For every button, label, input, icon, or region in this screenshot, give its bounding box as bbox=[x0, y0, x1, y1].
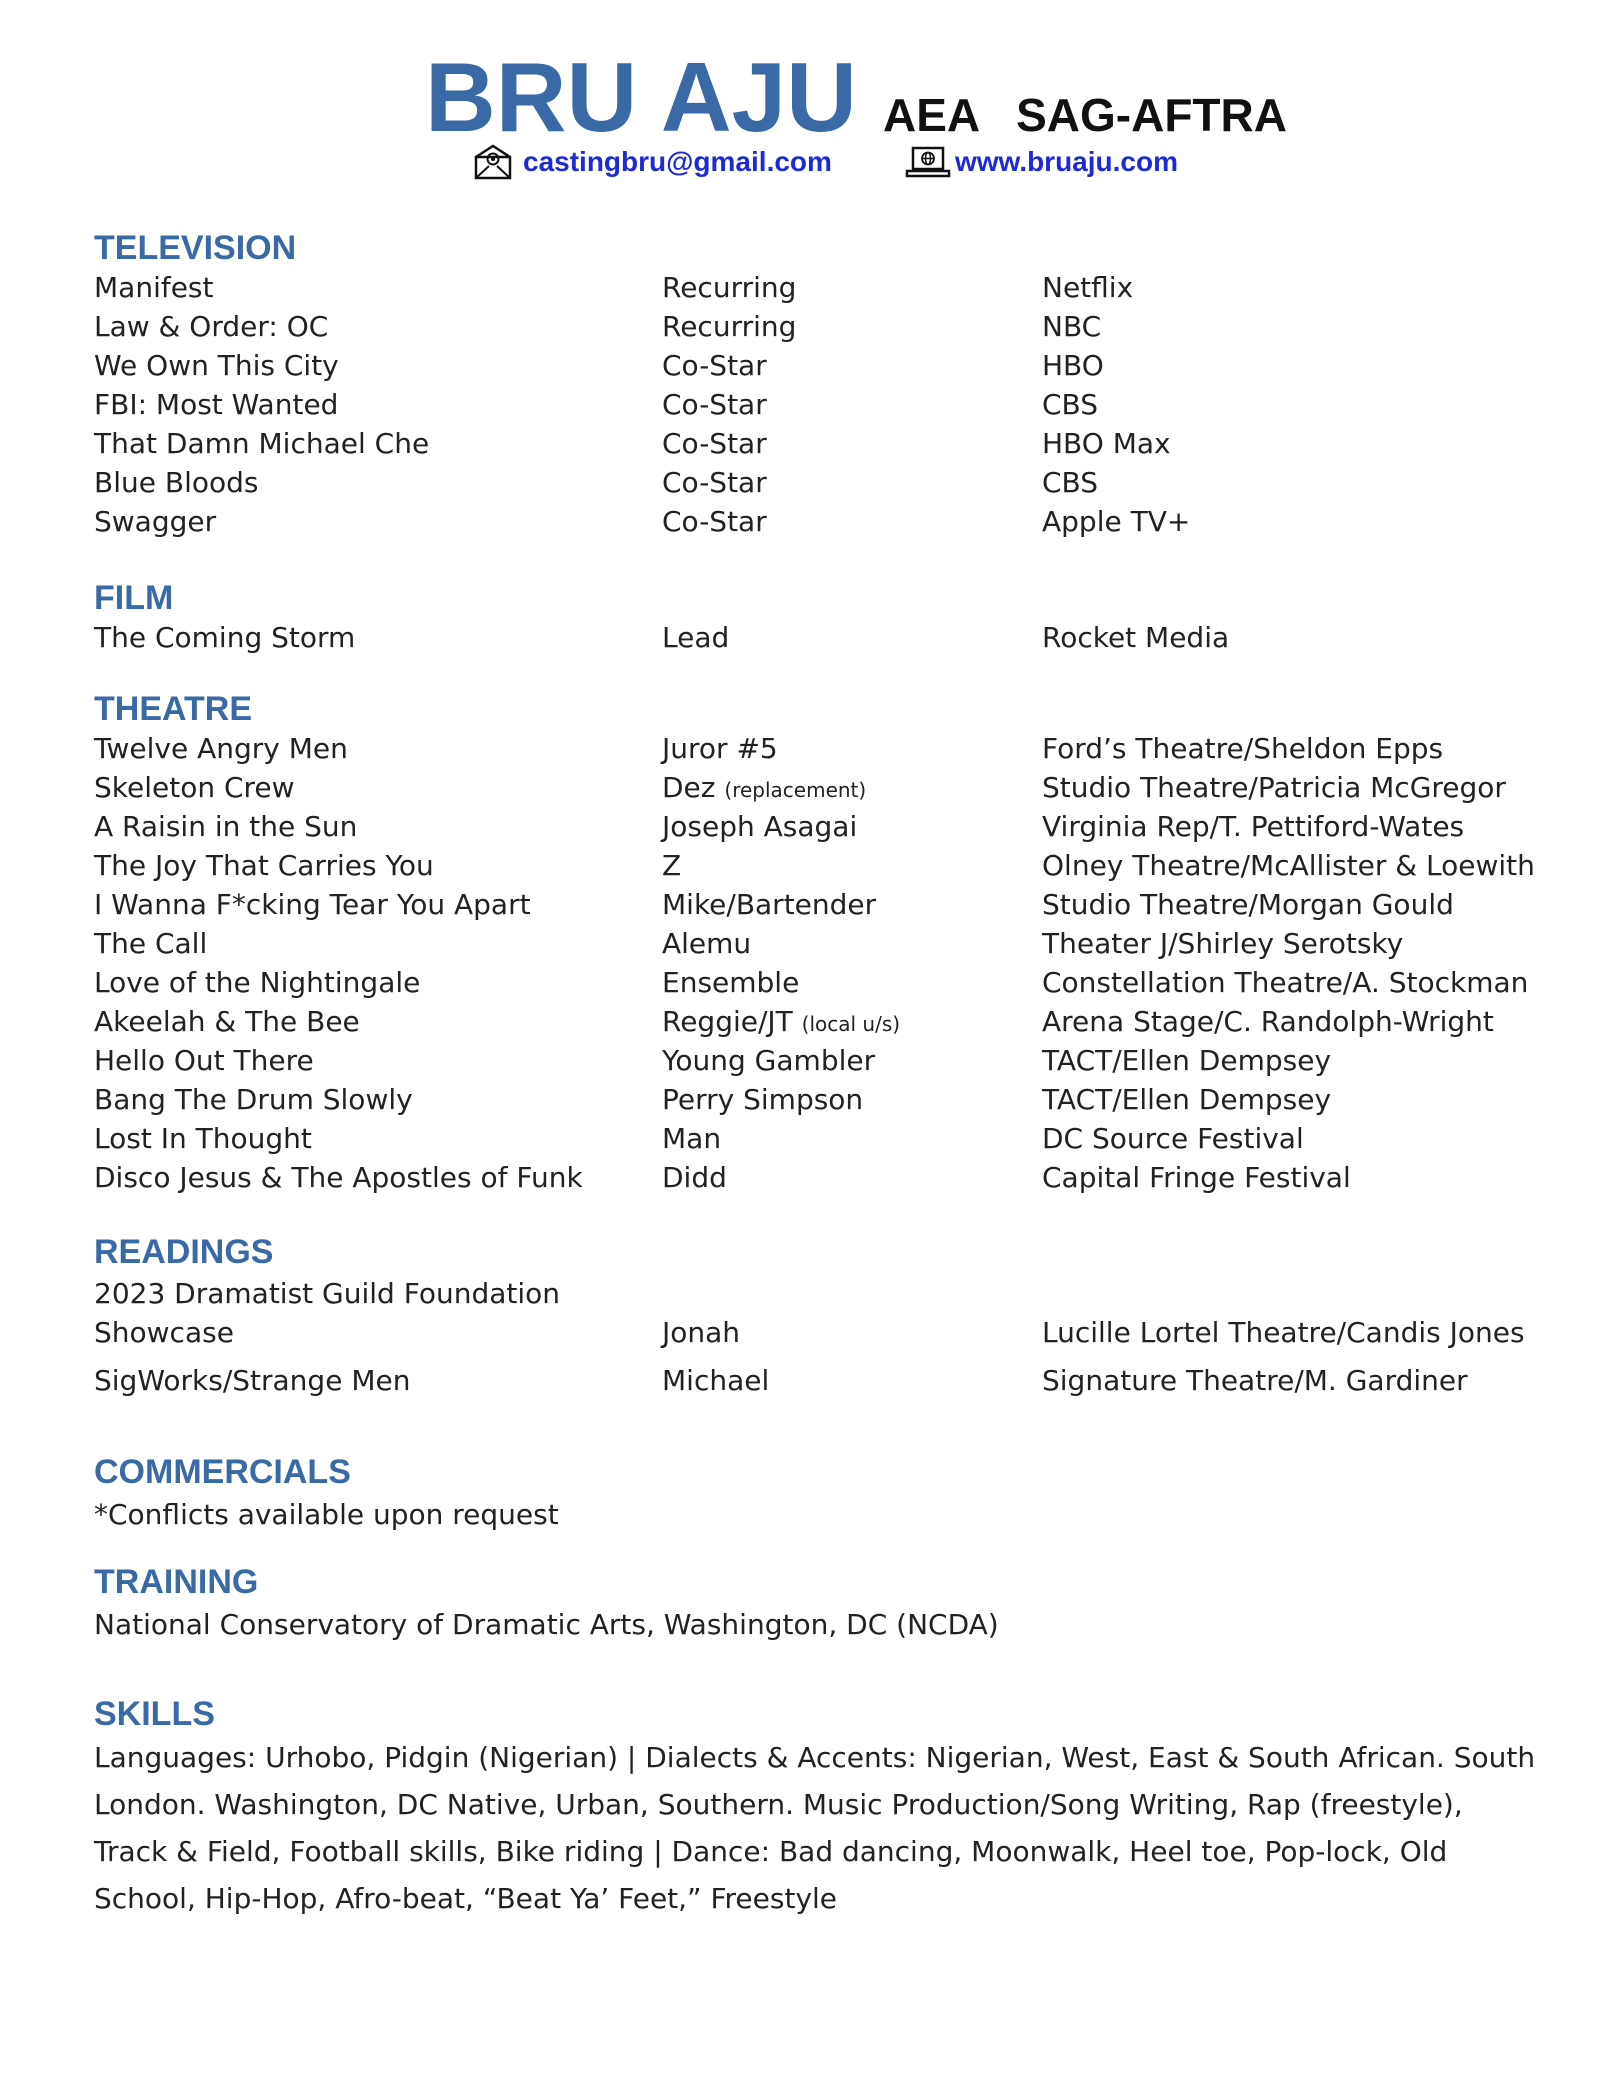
credit-role bbox=[662, 729, 1042, 768]
credit-role bbox=[662, 1080, 1042, 1119]
credit-row bbox=[94, 1158, 1544, 1197]
credit-venue: TACT/Ellen Dempsey bbox=[1042, 1044, 1332, 1077]
credit-venue: Studio Theatre/Patricia McGregor bbox=[1042, 771, 1506, 804]
credit-title: The Joy That Carries You bbox=[94, 849, 434, 882]
credit-role-text: Ensemble bbox=[662, 966, 800, 999]
credit-title: Showcase bbox=[94, 1316, 234, 1349]
credit-row bbox=[94, 1041, 1544, 1080]
credit-role: Jonah bbox=[662, 1316, 741, 1349]
credit-venue: Virginia Rep/T. Pettiford-Wates bbox=[1042, 810, 1465, 843]
credit-row bbox=[94, 307, 1544, 346]
credit-row bbox=[94, 346, 1544, 385]
credit-role-text: Joseph Asagai bbox=[662, 810, 858, 843]
skills-text: Languages: Urhobo, Pidgin (Nigerian) | Dialects & Accents: Nigerian, West, East & South African. South London. Washington, DC Native, Urban, Southern. Music Production/Song Writing, Rap (freestyle), Track & Field, Football skills, Bike riding | Dance: Bad dancing, Moonwalk, Heel toe, Pop-lock, Old School, Hip-Hop, Afro-beat, “Beat Ya’ Feet,” Freestyle bbox=[94, 1741, 1536, 1915]
credit-title: Blue Bloods bbox=[94, 466, 259, 499]
union-sag-aftra: SAG-AFTRA bbox=[1016, 89, 1287, 141]
credit-venue: NBC bbox=[1042, 310, 1102, 343]
credit-role-text: Dez bbox=[662, 771, 725, 804]
credit-role bbox=[662, 807, 1042, 846]
credit-title: Lost In Thought bbox=[94, 1122, 312, 1155]
credit-role bbox=[662, 768, 1042, 807]
email-contact bbox=[473, 144, 832, 180]
credit-role: Michael bbox=[662, 1364, 770, 1397]
credit-venue: Theater J/Shirley Serotsky bbox=[1042, 927, 1404, 960]
credit-venue: Netflix bbox=[1042, 271, 1134, 304]
credit-row bbox=[94, 846, 1544, 885]
credit-title: Law & Order: OC bbox=[94, 310, 329, 343]
credit-role-note: (replacement) bbox=[724, 778, 867, 802]
credit-role: Recurring bbox=[662, 271, 797, 304]
credit-title: Swagger bbox=[94, 505, 217, 538]
film-heading: FILM bbox=[94, 579, 174, 617]
credit-role-text: Alemu bbox=[662, 927, 752, 960]
television-list bbox=[94, 268, 1544, 541]
credit-role-text: Mike/Bartender bbox=[662, 888, 877, 921]
credit-role-text: Reggie/JT bbox=[662, 1005, 802, 1038]
laptop-icon bbox=[905, 144, 945, 180]
credit-role bbox=[662, 1119, 1042, 1158]
credit-row bbox=[94, 1002, 1544, 1041]
credit-venue: CBS bbox=[1042, 466, 1099, 499]
readings-heading: READINGS bbox=[94, 1233, 274, 1271]
readings-list bbox=[94, 1313, 1544, 1400]
website-contact bbox=[905, 144, 1178, 180]
credit-role-text: Young Gambler bbox=[662, 1044, 876, 1077]
credit-role: Co-Star bbox=[662, 427, 767, 460]
credit-venue: TACT/Ellen Dempsey bbox=[1042, 1083, 1332, 1116]
credit-role bbox=[662, 1002, 1042, 1041]
credit-venue: Rocket Media bbox=[1042, 621, 1230, 654]
credit-title: The Coming Storm bbox=[94, 621, 356, 654]
credit-row bbox=[94, 1361, 1544, 1400]
credit-role: Co-Star bbox=[662, 505, 767, 538]
credit-venue: Arena Stage/C. Randolph-Wright bbox=[1042, 1005, 1494, 1038]
credit-row bbox=[94, 618, 1544, 657]
credit-role-text: Perry Simpson bbox=[662, 1083, 864, 1116]
credit-row bbox=[94, 807, 1544, 846]
training-section bbox=[94, 1562, 1544, 1644]
credit-title: That Damn Michael Che bbox=[94, 427, 430, 460]
credit-title: Disco Jesus & The Apostles of Funk bbox=[94, 1161, 583, 1194]
envelope-icon bbox=[473, 144, 513, 180]
theatre-heading: THEATRE bbox=[94, 690, 253, 728]
credit-role: Co-Star bbox=[662, 388, 767, 421]
credit-role: Co-Star bbox=[662, 349, 767, 382]
credit-role bbox=[662, 1158, 1042, 1197]
credit-title: Skeleton Crew bbox=[94, 771, 295, 804]
credit-venue: HBO Max bbox=[1042, 427, 1171, 460]
credit-row bbox=[94, 1080, 1544, 1119]
training-text: National Conservatory of Dramatic Arts, Washington, DC (NCDA) bbox=[94, 1608, 999, 1641]
credit-venue: Signature Theatre/M. Gardiner bbox=[1042, 1364, 1468, 1397]
credit-row bbox=[94, 1119, 1544, 1158]
credit-title: Akeelah & The Bee bbox=[94, 1005, 360, 1038]
credit-title: I Wanna F*cking Tear You Apart bbox=[94, 888, 531, 921]
credit-venue: Ford’s Theatre/Sheldon Epps bbox=[1042, 732, 1444, 765]
credit-venue: Olney Theatre/McAllister & Loewith bbox=[1042, 849, 1535, 882]
email-link[interactable]: castingbru@gmail.com bbox=[523, 146, 832, 177]
television-heading: TELEVISION bbox=[94, 229, 297, 267]
actor-name: BRU AJU bbox=[425, 42, 857, 152]
credit-role-text: Man bbox=[662, 1122, 722, 1155]
credit-row bbox=[94, 385, 1544, 424]
credit-title: Hello Out There bbox=[94, 1044, 314, 1077]
credit-role: Lead bbox=[662, 621, 730, 654]
name-line bbox=[425, 42, 1287, 152]
credit-row bbox=[94, 1313, 1544, 1352]
film-section bbox=[94, 578, 1544, 657]
credit-title: FBI: Most Wanted bbox=[94, 388, 339, 421]
credit-role-note: (local u/s) bbox=[801, 1012, 901, 1036]
credit-title: Manifest bbox=[94, 271, 214, 304]
credit-row bbox=[94, 463, 1544, 502]
credit-role: Recurring bbox=[662, 310, 797, 343]
credit-role-text: Z bbox=[662, 849, 682, 882]
credit-venue: Capital Fringe Festival bbox=[1042, 1161, 1351, 1194]
theatre-list bbox=[94, 729, 1544, 1197]
credit-row bbox=[94, 424, 1544, 463]
credit-role-text: Juror #5 bbox=[662, 732, 778, 765]
credit-role bbox=[662, 924, 1042, 963]
credit-title: Bang The Drum Slowly bbox=[94, 1083, 413, 1116]
skills-heading: SKILLS bbox=[94, 1695, 215, 1733]
credit-title: Love of the Nightingale bbox=[94, 966, 421, 999]
credit-role bbox=[662, 1041, 1042, 1080]
film-list bbox=[94, 618, 1544, 657]
credit-row bbox=[94, 729, 1544, 768]
credit-venue: Lucille Lortel Theatre/Candis Jones bbox=[1042, 1316, 1525, 1349]
union-aea: AEA bbox=[882, 89, 981, 141]
credit-row bbox=[94, 502, 1544, 541]
credit-row bbox=[94, 885, 1544, 924]
credit-title: Twelve Angry Men bbox=[94, 732, 348, 765]
credit-row bbox=[94, 768, 1544, 807]
credit-role bbox=[662, 885, 1042, 924]
credit-role bbox=[662, 846, 1042, 885]
credit-role-text: Didd bbox=[662, 1161, 727, 1194]
credit-venue: HBO bbox=[1042, 349, 1104, 382]
commercials-section bbox=[94, 1452, 1544, 1534]
credit-venue: Apple TV+ bbox=[1042, 505, 1191, 538]
credit-row bbox=[94, 268, 1544, 307]
credit-role bbox=[662, 963, 1042, 1002]
credit-venue: CBS bbox=[1042, 388, 1099, 421]
credit-venue: Constellation Theatre/A. Stockman bbox=[1042, 966, 1529, 999]
credit-row bbox=[94, 963, 1544, 1002]
credit-venue: Studio Theatre/Morgan Gould bbox=[1042, 888, 1454, 921]
credit-venue: DC Source Festival bbox=[1042, 1122, 1304, 1155]
credit-title: The Call bbox=[94, 927, 208, 960]
credit-title: We Own This City bbox=[94, 349, 339, 382]
commercials-heading: COMMERCIALS bbox=[94, 1453, 351, 1491]
readings-intro: 2023 Dramatist Guild Foundation bbox=[94, 1277, 561, 1310]
credit-title: SigWorks/Strange Men bbox=[94, 1364, 411, 1397]
credit-role: Co-Star bbox=[662, 466, 767, 499]
skills-section bbox=[94, 1694, 1544, 1922]
readings-section bbox=[94, 1232, 1544, 1400]
credit-row bbox=[94, 924, 1544, 963]
theatre-section bbox=[94, 689, 1544, 1197]
training-heading: TRAINING bbox=[94, 1563, 259, 1601]
website-link[interactable]: www.bruaju.com bbox=[955, 146, 1178, 177]
credit-title: A Raisin in the Sun bbox=[94, 810, 358, 843]
television-section bbox=[94, 228, 1544, 541]
commercials-note: *Conflicts available upon request bbox=[94, 1498, 559, 1531]
